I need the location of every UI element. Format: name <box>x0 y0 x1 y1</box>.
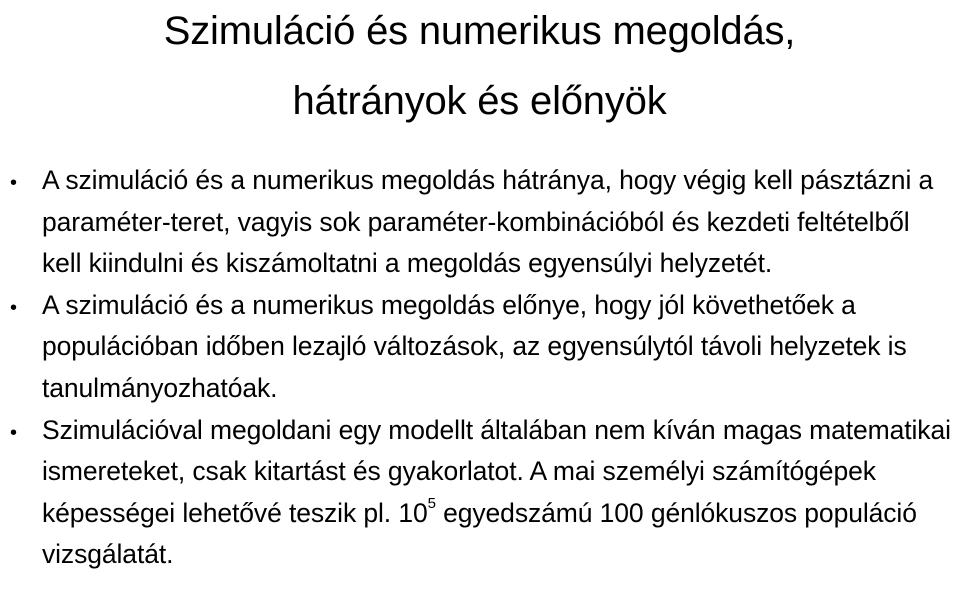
bullet-dot-icon: • <box>10 172 17 194</box>
bullet-dot-icon: • <box>10 421 17 444</box>
bullet-text-disadvantage: A szimuláció és a numerikus megoldás hátránya, hogy végig kell pásztázni a paraméter-teret, vagyis sok paraméter-kombinációból és kezdeti feltételből kell kiindulni és kiszámoltatni a megoldás egyensúlyi helyzetét. <box>42 165 934 279</box>
bullet-text-simulation-main: Szimulációval megoldani egy modellt általában nem kíván magas matematikai ismereteket, csak kitartást és gyakorlatot. A mai személyi számítógépek képességei lehetővé teszik pl. 10 <box>42 414 951 528</box>
bullet-list <box>0 160 959 576</box>
title-line-1: Szimuláció és numerikus megoldás, <box>163 9 796 53</box>
bullet-dot-icon: • <box>10 296 17 319</box>
bullet-item-advantage <box>0 285 959 410</box>
bullet-item-disadvantage <box>0 160 959 285</box>
slide-title <box>0 0 959 130</box>
exponent-superscript: 5 <box>427 495 436 513</box>
bullet-text-advantage: A szimuláció és a numerikus megoldás előnye, hogy jól követhetőek a populációban időben lezajló változások, az egyensúlytól távoli helyzetek is tanulmányozhatóak. <box>42 289 907 403</box>
title-line-2: hátrányok és előnyök <box>292 79 667 123</box>
bullet-text-simulation <box>42 415 951 570</box>
bullet-text-simulation-end: egyedszámú 100 génlókuszos populáció vizsgálatát. <box>42 497 917 570</box>
bullet-item-simulation <box>0 410 959 576</box>
